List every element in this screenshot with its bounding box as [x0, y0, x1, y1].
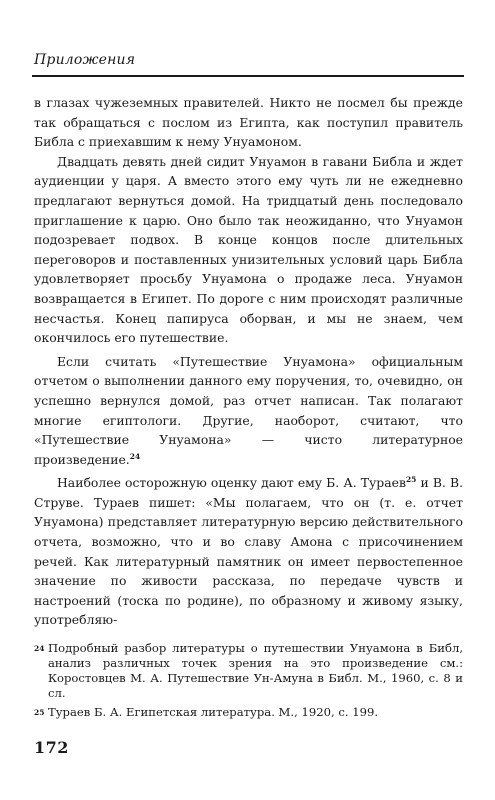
footnote-text: Подробный разбор литературы о путешествии Унуамона в Библ, анализ различных точек зрения на это произведение см.: Коростовцев М. А. Путешествие Ун-Амуна в Библ. М., 1960, с. 8 и сл.: [48, 641, 463, 700]
footnote-25: [34, 705, 463, 720]
page-number: 172: [34, 738, 69, 757]
paragraph-official-report-text: Если считать «Путешествие Унуамона» официальным отчетом о выполнении данного ему поручения, то, очевидно, он успешно вернулся домой, раз отчет написан. Так полагают многие египтологи. Другие, наоборот, считают, что «Путешествие Унуамона» — чисто литературное произведение.: [34, 353, 463, 467]
running-head: Приложения: [34, 52, 136, 68]
paragraph-continuation: в глазах чужеземных правителей. Никто не посмел бы прежде так обращаться с послом из Египта, как поступил правитель Библа с приехавшим к нему Унуамоном.: [34, 95, 463, 150]
paragraph-turaev-text-a: Наиболее осторожную оценку дают ему Б. А. Тураев: [57, 475, 406, 491]
footnote-number: 24: [34, 644, 45, 653]
footnote-ref-25[interactable]: 25: [405, 475, 417, 485]
paragraph-unuamon-wait: Двадцать девять дней сидит Унуамон в гавани Библа и ждет аудиенции у царя. А вместо этого ему чуть ли не ежедневно предлагают вернуться домой. На тридцатый день последовало приглашение к царю. Оно было так неожиданно, что Унуамон подозревает подвох. В конце концов после длительных переговоров и поставленных унизительных условий царь Библа удовлетворяет просьбу Унуамона о продаже леса. Унуамон возвращается в Египет. По дороге с ним происходят различные несчастья. Конец папируса оборван, и мы не знаем, чем окончилось его путешествие.: [34, 153, 463, 346]
footnote-number: 25: [34, 708, 45, 717]
footnote-ref-24[interactable]: 24: [129, 451, 141, 461]
footnote-text: Тураев Б. А. Египетская литература. М., 1920, с. 199.: [48, 705, 379, 719]
paragraph-turaev-text-b: и В. В. Струве. Тураев пишет: «Мы полагаем, что он (т. е. отчет Унуамона) представляет литературную версию действительного отчета, возможно, что и во славу Амона с присочинением речей. Как литературный памятник он имеет первостепенное значение по живости рассказа, по передаче чувств и настроений (тоска по родине), по образному и живому языку, употребляю-: [34, 475, 464, 628]
footnote-24: [34, 641, 463, 701]
paragraph-turaev-assessment: [34, 473, 463, 630]
footnotes: [34, 641, 463, 724]
main-text: [34, 93, 463, 630]
header-rule: [32, 75, 464, 77]
paragraph-official-report: [34, 352, 463, 470]
